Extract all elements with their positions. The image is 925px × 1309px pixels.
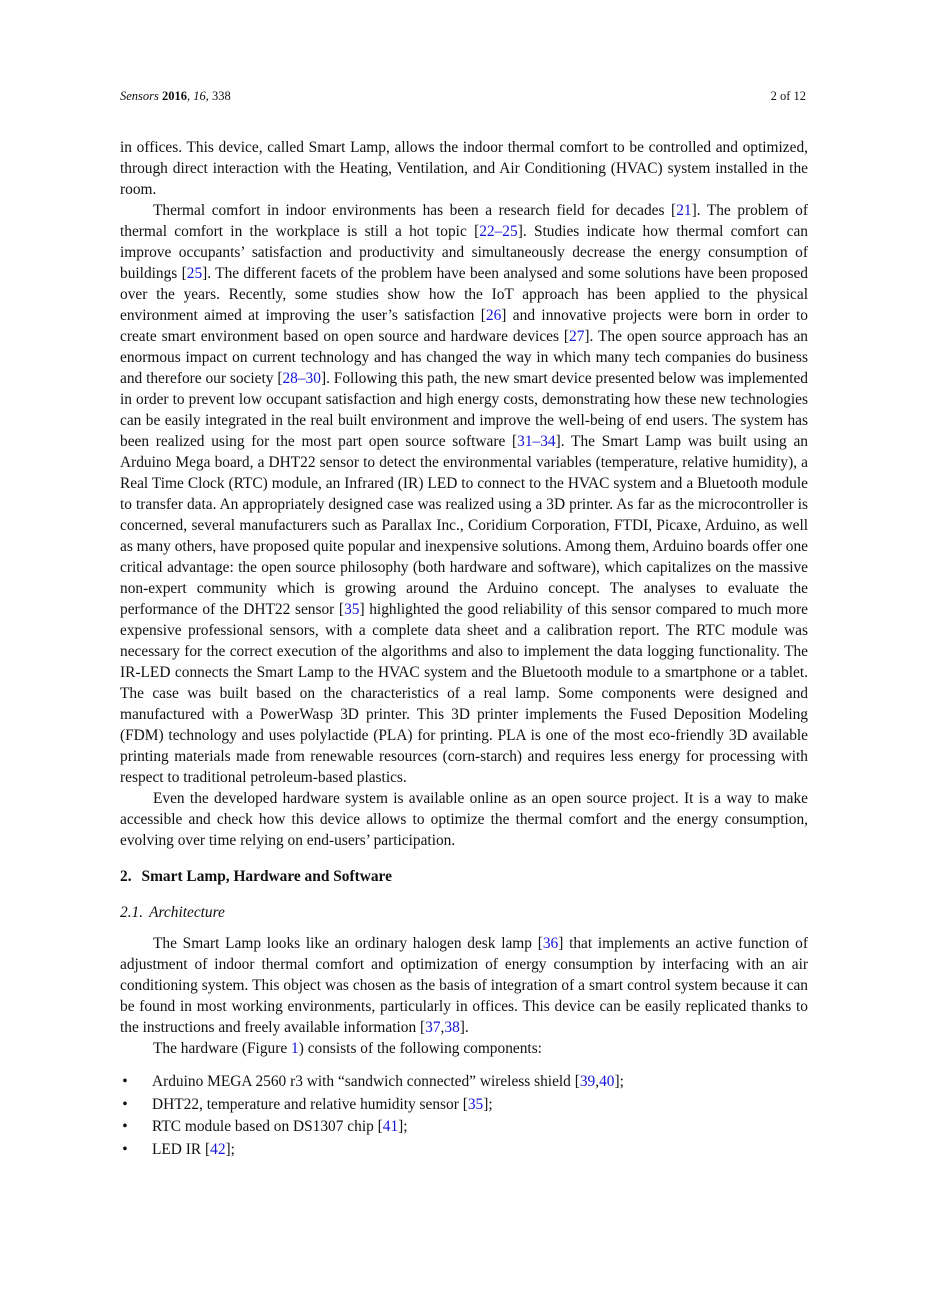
citation-link[interactable]: 35 [344, 601, 360, 618]
citation-link[interactable]: 25 [186, 265, 203, 282]
subsection-number: 2.1. [120, 904, 144, 921]
bullet-icon: • [122, 1095, 128, 1113]
paragraph-3: Even the developed hardware system is available online as an open source project. It is a way to make accessible and check how this device allows to optimize the thermal comfort and the energy consumption, evolving over time relying on end-users’ participation. [120, 790, 808, 849]
paragraph-2-text: ]. The problem of thermal comfort in the workplace is still a hot topic [ [120, 202, 809, 240]
citation-link[interactable]: 41 [382, 1118, 399, 1135]
citation-link[interactable]: 36 [542, 935, 559, 952]
citation-link[interactable]: 38 [444, 1019, 460, 1036]
component-list [120, 1071, 808, 1160]
citation-link[interactable]: 21 [676, 202, 692, 219]
bullet-icon: • [122, 1073, 128, 1090]
paragraph-1: in offices. This device, called Smart Lamp, allows the indoor thermal comfort to be controlled and optimized, through direct interaction with the Heating, Ventilation, and Air Conditioning (HVAC) system installed in the room. [120, 139, 808, 198]
running-header [120, 86, 806, 106]
paragraph-5 [120, 1038, 808, 1059]
paragraph-2-text: ] and innovative projects were born in order to create smart environment based on open source and hardware devices [ [120, 307, 808, 345]
paragraph-2-text: ]. Following this path, the new smart device presented below was implemented in order to prevent low occupant satisfaction and high energy costs, demonstrating how these new technologies can be easily integrated in the real built environment and improve the well-being of end users. The system has been realized using for the most part open source software [ [120, 370, 808, 450]
list-item-text: ]; [483, 1095, 493, 1113]
paragraph-2-text: ]. Studies indicate how thermal comfort can improve occupants’ satisfaction and productivity and simultaneously decrease the energy consumption of buildings [ [120, 223, 808, 282]
bullet-icon: • [122, 1140, 128, 1158]
paragraph-4-text: ]. [459, 1019, 469, 1036]
list-item-text: Arduino MEGA 2560 r3 with “sandwich connected” wireless shield [ [152, 1073, 580, 1090]
list-item [120, 1094, 808, 1115]
figure-link[interactable]: 1 [291, 1040, 299, 1057]
citation-link[interactable]: 31–34 [517, 433, 556, 450]
paragraph-4-text: ] that implements an active function of adjustment of indoor thermal comfort and optimization of energy consumption by interfacing with an air conditioning system. This object was chosen as the basis of integration of a smart control system because it can be found in most working environments, particularly in offices. This device can be easily replicated thanks to the instructions and freely available information [ [120, 935, 808, 1036]
journal-citation: Sensors 2016, 16, 338 [120, 89, 231, 103]
list-item-text: ]; [614, 1073, 624, 1090]
journal-volume: 16 [193, 89, 206, 103]
paragraph-5-text: The hardware (Figure [153, 1040, 292, 1057]
citation-link[interactable]: 22–25 [479, 223, 518, 240]
citation-link[interactable]: 39 [579, 1073, 596, 1090]
list-item [120, 1139, 808, 1160]
list-item-text: ]; [225, 1140, 235, 1158]
paragraph-2 [120, 200, 808, 788]
article-number: 338 [212, 89, 231, 103]
list-item: • Arduino MEGA 2560 r3 with “sandwich connected” wireless shield [39,40]; [120, 1071, 808, 1092]
citation-link[interactable]: 26 [485, 307, 502, 324]
subsection-title: Architecture [149, 904, 225, 921]
list-item-text: LED IR [ [152, 1140, 211, 1158]
paragraph-2-text: ]. The Smart Lamp was built using an Arduino Mega board, a DHT22 sensor to detect the environmental variables (temperature, relative humidity), a Real Time Clock (RTC) module, an Infrared (IR) LED to connect to the HVAC system and a Bluetooth module to transfer data. An appropriately designed case was realized using a 3D printer. As far as the microcontroller is concerned, several manufacturers such as Parallax Inc., Coridium Corporation, FTDI, Picaxe, Arduino, as well as many others, have proposed quite popular and inexpensive solutions. Among them, Arduino boards offer one critical advantage: the open source philosophy (both hardware and software), which capitalizes on the massive non-expert community which is growing around the Arduino concept. The analyses to evaluate the performance of the DHT22 sensor [ [120, 433, 808, 618]
citation-link[interactable]: 28–30 [282, 370, 321, 387]
citation-link[interactable]: 42 [210, 1140, 226, 1158]
list-item-text: DHT22, temperature and relative humidity sensor [ [152, 1095, 468, 1113]
main-text [120, 137, 808, 1161]
section-heading [120, 866, 808, 887]
citation-link[interactable]: 35 [467, 1095, 484, 1113]
bullet-icon: • [122, 1118, 128, 1135]
citation-link[interactable]: 40 [599, 1073, 615, 1090]
citation-link[interactable]: 37 [425, 1019, 441, 1036]
paragraph-2-text: ]. The different facets of the problem have been analysed and some solutions have been proposed over the years. Recently, some studies show how the IoT approach has been applied to the physical environment aimed at improving the user’s satisfaction [ [120, 265, 808, 324]
list-item [120, 1116, 808, 1137]
journal-year: 2016 [162, 89, 188, 103]
paragraph-4-text: The Smart Lamp looks like an ordinary halogen desk lamp [ [153, 935, 543, 952]
paragraph-2-text: Thermal comfort in indoor environments has been a research field for decades [ [153, 202, 677, 219]
list-item-text: RTC module based on DS1307 chip [ [152, 1118, 383, 1135]
paragraph-4: The Smart Lamp looks like an ordinary halogen desk lamp [36] that implements an active function of adjustment of indoor thermal comfort and optimization of energy consumption by interfacing with an air conditioning system. This object was chosen as the basis of integration of a smart control system because it can be found in most working environments, particularly in offices. This device can be easily replicated thanks to the instructions and freely available information [37,38]. [120, 935, 808, 1036]
subsection-heading [120, 902, 808, 923]
paragraph-2-text: ]. The open source approach has an enormous impact on current technology and has changed the way in which many tech companies do business and therefore our society [ [120, 328, 808, 387]
section-number: 2. [120, 868, 132, 885]
section-title: Smart Lamp, Hardware and Software [141, 868, 392, 885]
page-number: 2 of 12 [770, 89, 806, 103]
journal-name: Sensors [120, 89, 159, 103]
citation-link[interactable]: 27 [569, 328, 585, 345]
list-item-text: ]; [398, 1118, 408, 1135]
paragraph-5-text: ) consists of the following components: [298, 1040, 542, 1057]
paragraph-2-text: ] highlighted the good reliability of this sensor compared to much more expensive professional sensors, with a complete data sheet and a calibration report. The RTC module was necessary for the correct execution of the algorithms and also to implement the data logging functionality. The IR-LED connects the Smart Lamp to the HVAC system and the Bluetooth module to a smartphone or a tablet. The case was built based on the characteristics of a real lamp. Some components were designed and manufactured with a PowerWasp 3D printer. This 3D printer implements the Fused Deposition Modeling (FDM) technology and uses polylactide (PLA) for printing. PLA is one of the most eco-friendly 3D available printing materials made from renewable resources (corn-starch) and requires less energy for processing with respect to traditional petroleum-based plastics. [120, 601, 808, 786]
